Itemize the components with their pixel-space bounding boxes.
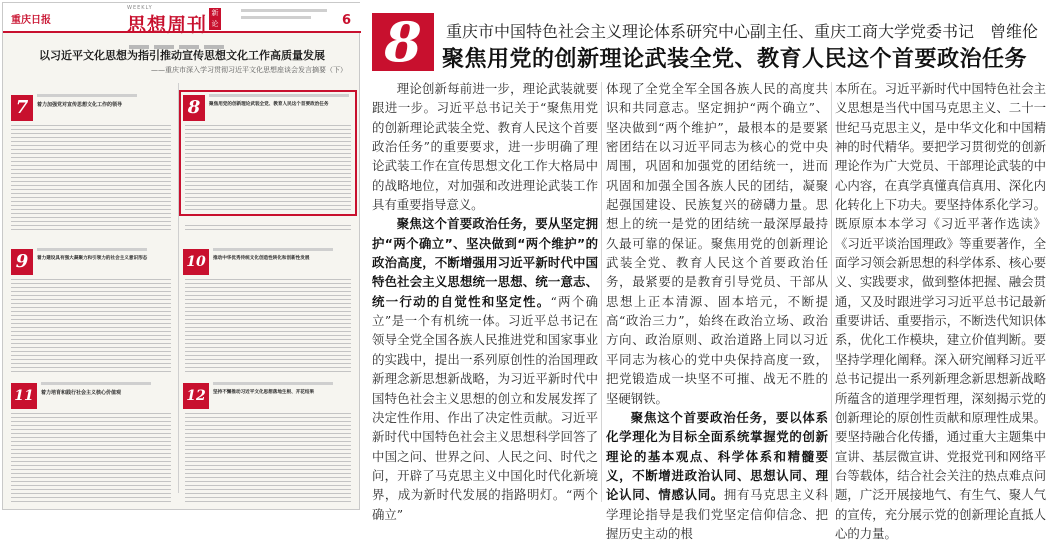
newspaper-page-thumbnail <box>2 2 360 510</box>
paragraph-3-body: 拥有马克思主义科学理论指导是我们党坚定信仰信念、把握历史主动的根 <box>606 487 829 541</box>
column-rule-2 <box>831 82 832 502</box>
section-8-badge: 8 <box>183 95 205 121</box>
section-10-author <box>213 248 333 251</box>
section-7-text <box>11 125 171 231</box>
section-12-title: 坚持不懈推动习近平文化思想落地生根、开花结果 <box>213 390 315 395</box>
section-12-text <box>185 413 351 503</box>
section-11-badge: 11 <box>11 383 37 409</box>
section-badge: 新论 <box>209 8 221 30</box>
section-9-badge: 9 <box>11 249 33 275</box>
paragraph-2-lead: 聚焦这个首要政治任务，要从坚定拥护“两个确立”、坚决做到“两个维护”的政治高度，不断增强用习近平新时代中国特色社会主义思想统一思想、统一意志、统一行动的自觉性和坚定性。 <box>372 216 598 309</box>
section-9-text <box>11 279 171 373</box>
section-10-badge: 10 <box>183 249 209 275</box>
masthead-tags <box>129 34 239 39</box>
paragraph-2-body: “两个确立”是一个有机统一体。习近平总书记在领导全党全国各族人民推进党和国家事业的实践中，提出一系列原创性的治国理政新理念新思想新战略，为习近平新时代中国特色社会主义思想的创立和发展发挥了决定性作用、作出了决定性贡献。习近平新时代中国特色社会主义思想科学回答了中国之问、世界之问、人民之问、时代之问，开辟了马克思主义中国化时代化新境界，成为新时代发展的指路明灯。“两个确立” <box>372 293 599 522</box>
section-12-author <box>213 382 333 385</box>
masthead <box>3 3 361 36</box>
weekly-tag: WEEKLY <box>127 5 153 11</box>
section-8-text-end <box>185 225 351 231</box>
paragraph-2 <box>372 214 598 524</box>
section-11-title: 着力培育和践行社会主义核心价值观 <box>41 390 122 396</box>
section-9-author <box>37 248 147 251</box>
article-column-1 <box>372 79 598 524</box>
masthead-date-placeholder-2 <box>241 16 311 19</box>
section-7-author <box>37 94 137 97</box>
paragraph-3-continued: 本所在。习近平新时代中国特色社会主义思想是当代中国马克思主义、二十一世纪马克思主义，是中华文化和中国精神的时代精华。要把学习贯彻党的创新理论作为广大党员、干部理论武装的中心内容，在真学真懂真信真用、深化内化转化上下功夫。要坚持体系化学习。既原原本本学习《习近平著作选读》《习近平谈治国理政》等重要著作，全面学习领会新思想的科学体系、核心要义、实践要求，做到整体把握、融会贯通，又及时跟进学习习近平总书记最新重要讲话、重要指示，不断迭代知识体系，优化工作模块，建立价值判断。要坚持学理化阐释。深入研究阐释习近平总书记提出一系列新理念新思想新战略所蕴含的道理学理哲理，深刻揭示党的创新理论的原创性贡献和原理性成果。要坚持融合化传播，通过重大主题集中宣讲、基层微宣讲、党报党刊和网络平台等载体，结合社会关注的热点难点问题，广泛开展接地气、有生气、聚人气的宣传，充分展示党的创新理论直抵人心的力量。 <box>835 81 1046 541</box>
section-10-text <box>185 279 351 373</box>
section-7-title: 着力加强党对宣传思想文化工作的领导 <box>37 102 123 108</box>
section-8-author <box>209 94 349 97</box>
article-number-badge: 8 <box>372 13 434 71</box>
paragraph-1: 理论创新每前进一步，理论武装就要跟进一步。习近平总书记关于“聚焦用党的创新理论武装全党、教育人民这个首要政治任务”的重要要求，进一步明确了理论武装工作在宣传思想文化工作大格局中的战略地位，对加强和改进理论武装工作具有重要指导意义。 <box>372 81 598 213</box>
section-12-badge: 12 <box>183 383 209 409</box>
article-column-2 <box>606 79 828 543</box>
page-title: 以习近平文化思想为指引推动宣传思想文化工作高质量发展 <box>39 49 325 62</box>
page-number: 6 <box>341 13 351 28</box>
column-rule-1 <box>601 82 602 502</box>
article-detail <box>364 0 1050 541</box>
article-column-3 <box>835 79 1046 543</box>
masthead-name: 重庆日报 <box>11 15 51 26</box>
section-8-text <box>185 125 351 211</box>
paragraph-3 <box>606 408 828 543</box>
paragraph-3-lead: 聚焦这个首要政治任务，要以体系化学理化为目标全面系统掌握党的创新理论的基本观点、科学体系和精髓要义，不断增进政治认同、思想认同、理论认同、情感认同。 <box>606 409 828 503</box>
section-10-title: 推动中华优秀传统文化创造性转化和创新性发展 <box>213 256 310 261</box>
article-headline: 聚焦用党的创新理论武装全党、教育人民这个首要政治任务 <box>442 46 1028 72</box>
section-9-title: 着力建设具有强大凝聚力和引领力的社会主义意识形态 <box>37 256 148 261</box>
section-11-author <box>41 382 151 385</box>
paragraph-2-continued: 体现了全党全军全国各族人民的高度共识和共同意志。坚定拥护“两个确立”、坚决做到“两个维护”，最根本的是要紧密团结在以习近平同志为核心的党中央周围，巩固和加强党的团结统一，进而巩固和加强全国各族人民的团结，凝聚起强国建设、民族复兴的磅礴力量。思想上的统一是党的团结统一最深厚最持久最可靠的保证。聚焦用党的创新理论武装全党、教育人民这个首要政治任务，最紧要的是教育引导党员、干部从思想上正本清源、固本培元，不断提高“政治三力”，始终在政治立场、政治方向、政治原则、政治道路上同以习近平同志为核心的党中央保持高度一致，把党锻造成一块坚不可摧、战无不胜的坚硬钢铁。 <box>606 81 828 406</box>
section-11-text <box>11 413 171 503</box>
page-subtitle: ——重庆市深入学习贯彻习近平文化思想座谈会发言摘要（下） <box>151 66 347 74</box>
masthead-date-placeholder <box>241 9 327 12</box>
section-8-title: 聚焦用党的创新理论武装全党、教育人民这个首要政治任务 <box>209 102 329 107</box>
article-author: 重庆市中国特色社会主义理论体系研究中心副主任、重庆工商大学党委书记 曾维伦 <box>446 22 1039 41</box>
section-name: 思想周刊 <box>127 14 208 36</box>
section-7-badge: 7 <box>11 95 33 121</box>
